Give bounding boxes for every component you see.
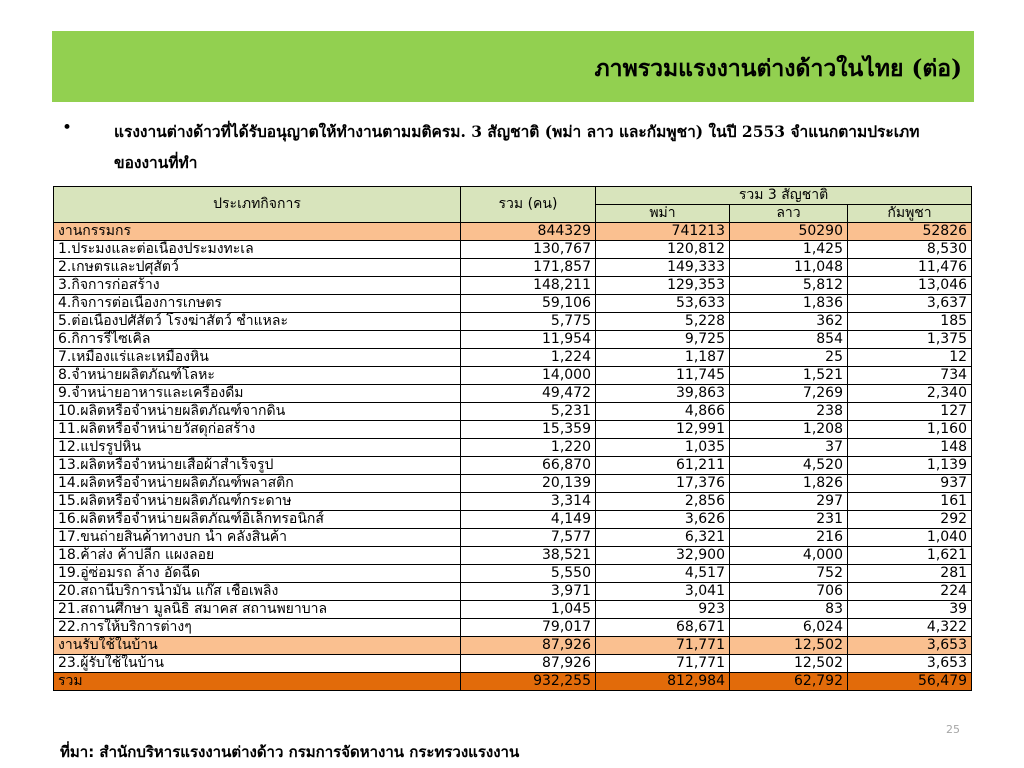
header-laos: ลาว	[730, 205, 848, 223]
row-cambodia-cell: 185	[848, 313, 972, 331]
header-category: ประเภทกิจการ	[54, 187, 461, 223]
row-cambodia-cell: 1,621	[848, 547, 972, 565]
row-label-cell: รวม	[54, 673, 461, 691]
table-row	[54, 421, 972, 439]
row-myanmar-cell: 11,745	[596, 367, 730, 385]
table-row	[54, 439, 972, 457]
row-total-cell: 3,971	[461, 583, 596, 601]
row-label-cell: 11.ผลิตหรือจำหน่ายวัสดุก่อสร้าง	[54, 421, 461, 439]
row-cambodia-cell: 224	[848, 583, 972, 601]
row-laos-cell: 238	[730, 403, 848, 421]
row-total-cell: 1,045	[461, 601, 596, 619]
row-total-cell: 148,211	[461, 277, 596, 295]
row-cambodia-cell: 3,653	[848, 637, 972, 655]
table-row	[54, 547, 972, 565]
table-row	[54, 583, 972, 601]
row-label-cell: 1.ประมงและต่อเนื่องประมงทะเล	[54, 241, 461, 259]
row-laos-cell: 1,826	[730, 475, 848, 493]
table-row	[54, 475, 972, 493]
row-cambodia-cell: 148	[848, 439, 972, 457]
row-laos-cell: 231	[730, 511, 848, 529]
row-laos-cell: 12,502	[730, 637, 848, 655]
table-row	[54, 619, 972, 637]
table-row	[54, 241, 972, 259]
row-myanmar-cell: 71,771	[596, 637, 730, 655]
row-label-cell: 17.ขนถ่ายสินค้าทางบก น้ำ คลังสินค้า	[54, 529, 461, 547]
bullet-icon: •	[62, 118, 73, 138]
table-row	[54, 493, 972, 511]
row-label-cell: 8.จำหน่ายผลิตภัณฑ์โลหะ	[54, 367, 461, 385]
row-label-cell: 21.สถานศึกษา มูลนิธิ สมาคส สถานพยาบาล	[54, 601, 461, 619]
row-total-cell: 5,775	[461, 313, 596, 331]
table-row	[54, 259, 972, 277]
title-banner	[52, 31, 974, 102]
row-total-cell: 79,017	[461, 619, 596, 637]
row-total-cell: 932,255	[461, 673, 596, 691]
row-total-cell: 171,857	[461, 259, 596, 277]
row-cambodia-cell: 161	[848, 493, 972, 511]
row-total-cell: 38,521	[461, 547, 596, 565]
table-row	[54, 349, 972, 367]
row-total-cell: 87,926	[461, 655, 596, 673]
row-laos-cell: 37	[730, 439, 848, 457]
row-cambodia-cell: 1,139	[848, 457, 972, 475]
row-label-cell: 7.เหมืองแร่และเหมืองหิน	[54, 349, 461, 367]
table-row	[54, 655, 972, 673]
row-laos-cell: 362	[730, 313, 848, 331]
row-laos-cell: 25	[730, 349, 848, 367]
row-total-cell: 20,139	[461, 475, 596, 493]
row-total-cell: 11,954	[461, 331, 596, 349]
row-label-cell: 18.ค้าส่ง ค้าปลีก แผงลอย	[54, 547, 461, 565]
row-cambodia-cell: 52826	[848, 223, 972, 241]
row-cambodia-cell: 1,040	[848, 529, 972, 547]
row-cambodia-cell: 1,160	[848, 421, 972, 439]
row-total-cell: 4,149	[461, 511, 596, 529]
row-label-cell: งานกรรมกร	[54, 223, 461, 241]
table-row	[54, 313, 972, 331]
row-total-cell: 1,224	[461, 349, 596, 367]
table-row	[54, 601, 972, 619]
row-myanmar-cell: 741213	[596, 223, 730, 241]
row-cambodia-cell: 734	[848, 367, 972, 385]
row-myanmar-cell: 4,517	[596, 565, 730, 583]
row-label-cell: 3.กิจการก่อสร้าง	[54, 277, 461, 295]
row-label-cell: 2.เกษตรและปศุสัตว์	[54, 259, 461, 277]
row-cambodia-cell: 12	[848, 349, 972, 367]
row-laos-cell: 1,425	[730, 241, 848, 259]
row-cambodia-cell: 1,375	[848, 331, 972, 349]
row-laos-cell: 1,521	[730, 367, 848, 385]
row-myanmar-cell: 17,376	[596, 475, 730, 493]
row-cambodia-cell: 56,479	[848, 673, 972, 691]
row-cambodia-cell: 2,340	[848, 385, 972, 403]
row-laos-cell: 216	[730, 529, 848, 547]
row-laos-cell: 7,269	[730, 385, 848, 403]
row-myanmar-cell: 923	[596, 601, 730, 619]
row-total-cell: 3,314	[461, 493, 596, 511]
row-myanmar-cell: 61,211	[596, 457, 730, 475]
row-cambodia-cell: 13,046	[848, 277, 972, 295]
row-cambodia-cell: 8,530	[848, 241, 972, 259]
row-cambodia-cell: 11,476	[848, 259, 972, 277]
row-myanmar-cell: 129,353	[596, 277, 730, 295]
row-cambodia-cell: 937	[848, 475, 972, 493]
row-myanmar-cell: 812,984	[596, 673, 730, 691]
row-cambodia-cell: 39	[848, 601, 972, 619]
source-note: ที่มา: สำนักบริหารแรงงานต่างด้าว กรมการจัดหางาน กระทรวงแรงงาน	[60, 743, 520, 761]
row-myanmar-cell: 120,812	[596, 241, 730, 259]
table-row	[54, 331, 972, 349]
table-row	[54, 457, 972, 475]
row-cambodia-cell: 3,637	[848, 295, 972, 313]
row-total-cell: 49,472	[461, 385, 596, 403]
row-myanmar-cell: 12,991	[596, 421, 730, 439]
row-total-cell: 14,000	[461, 367, 596, 385]
row-label-cell: 13.ผลิตหรือจำหน่ายเสื้อผ้าสำเร็จรูป	[54, 457, 461, 475]
row-myanmar-cell: 53,633	[596, 295, 730, 313]
row-total-cell: 130,767	[461, 241, 596, 259]
bullet-description: แรงงานต่างด้าวที่ได้รับอนุญาตให้ทำงานตามมติครม. 3 สัญชาติ (พม่า ลาว และกัมพูชา) ในปี 2553 จำแนกตามประเภทของงานที่ทำ	[114, 122, 920, 172]
header-cambodia: กัมพูชา	[848, 205, 972, 223]
row-myanmar-cell: 149,333	[596, 259, 730, 277]
row-label-cell: 4.กิจการต่อเนื่องการเกษตร	[54, 295, 461, 313]
table-row	[54, 367, 972, 385]
row-label-cell: 15.ผลิตหรือจำหน่ายผลิตภัณฑ์กระดาษ	[54, 493, 461, 511]
table-row	[54, 511, 972, 529]
row-label-cell: 16.ผลิตหรือจำหน่ายผลิตภัณฑ์อิเล็กทรอนิกส์	[54, 511, 461, 529]
table-row	[54, 223, 972, 241]
row-myanmar-cell: 3,626	[596, 511, 730, 529]
row-total-cell: 5,550	[461, 565, 596, 583]
header-three-nationalities: รวม 3 สัญชาติ	[596, 187, 972, 205]
row-laos-cell: 297	[730, 493, 848, 511]
row-laos-cell: 83	[730, 601, 848, 619]
row-myanmar-cell: 4,866	[596, 403, 730, 421]
row-myanmar-cell: 9,725	[596, 331, 730, 349]
row-cambodia-cell: 3,653	[848, 655, 972, 673]
row-laos-cell: 5,812	[730, 277, 848, 295]
row-label-cell: 23.ผู้รับใช้ในบ้าน	[54, 655, 461, 673]
labor-table	[53, 186, 972, 691]
table-row	[54, 295, 972, 313]
row-laos-cell: 752	[730, 565, 848, 583]
row-label-cell: 6.กิการรีไซเคิล	[54, 331, 461, 349]
table-body	[54, 223, 972, 691]
row-laos-cell: 854	[730, 331, 848, 349]
row-myanmar-cell: 71,771	[596, 655, 730, 673]
table-row	[54, 529, 972, 547]
row-laos-cell: 50290	[730, 223, 848, 241]
row-total-cell: 15,359	[461, 421, 596, 439]
row-cambodia-cell: 127	[848, 403, 972, 421]
row-label-cell: 22.การให้บริการต่างๆ	[54, 619, 461, 637]
row-myanmar-cell: 1,035	[596, 439, 730, 457]
row-total-cell: 59,106	[461, 295, 596, 313]
row-cambodia-cell: 292	[848, 511, 972, 529]
table-row	[54, 637, 972, 655]
row-cambodia-cell: 4,322	[848, 619, 972, 637]
table-row	[54, 403, 972, 421]
row-label-cell: 10.ผลิตหรือจำหน่ายผลิตภัณฑ์จากดิน	[54, 403, 461, 421]
header-total: รวม (คน)	[461, 187, 596, 223]
row-label-cell: งานรับใช้ในบ้าน	[54, 637, 461, 655]
row-laos-cell: 706	[730, 583, 848, 601]
table-row	[54, 565, 972, 583]
row-laos-cell: 6,024	[730, 619, 848, 637]
row-label-cell: 12.แปรรูปหิน	[54, 439, 461, 457]
row-total-cell: 66,870	[461, 457, 596, 475]
row-label-cell: 9.จำหน่ายอาหารและเครื่องดื่ม	[54, 385, 461, 403]
row-laos-cell: 4,000	[730, 547, 848, 565]
row-myanmar-cell: 39,863	[596, 385, 730, 403]
row-label-cell: 19.อู่ซ่อมรถ ล้าง อัดฉีด	[54, 565, 461, 583]
row-myanmar-cell: 5,228	[596, 313, 730, 331]
row-total-cell: 5,231	[461, 403, 596, 421]
row-myanmar-cell: 68,671	[596, 619, 730, 637]
row-myanmar-cell: 32,900	[596, 547, 730, 565]
row-label-cell: 5.ต่อเนื่องปศัสัตว์ โรงฆ่าสัตว์ ชำแหละ	[54, 313, 461, 331]
table-row	[54, 673, 972, 691]
table-row	[54, 385, 972, 403]
row-myanmar-cell: 2,856	[596, 493, 730, 511]
table-row	[54, 277, 972, 295]
row-total-cell: 1,220	[461, 439, 596, 457]
row-total-cell: 87,926	[461, 637, 596, 655]
row-laos-cell: 62,792	[730, 673, 848, 691]
row-myanmar-cell: 3,041	[596, 583, 730, 601]
page-number: 25	[946, 723, 960, 736]
row-laos-cell: 1,208	[730, 421, 848, 439]
row-total-cell: 844329	[461, 223, 596, 241]
row-laos-cell: 11,048	[730, 259, 848, 277]
row-myanmar-cell: 1,187	[596, 349, 730, 367]
row-label-cell: 20.สถานีบริการน้ำมัน แก๊ส เชื้อเพลิง	[54, 583, 461, 601]
row-laos-cell: 1,836	[730, 295, 848, 313]
row-cambodia-cell: 281	[848, 565, 972, 583]
row-myanmar-cell: 6,321	[596, 529, 730, 547]
row-laos-cell: 4,520	[730, 457, 848, 475]
row-laos-cell: 12,502	[730, 655, 848, 673]
row-label-cell: 14.ผลิตหรือจำหน่ายผลิตภัณฑ์พลาสติก	[54, 475, 461, 493]
slide-title: ภาพรวมแรงงานต่างด้าวในไทย (ต่อ)	[594, 55, 962, 82]
header-myanmar: พม่า	[596, 205, 730, 223]
row-total-cell: 7,577	[461, 529, 596, 547]
